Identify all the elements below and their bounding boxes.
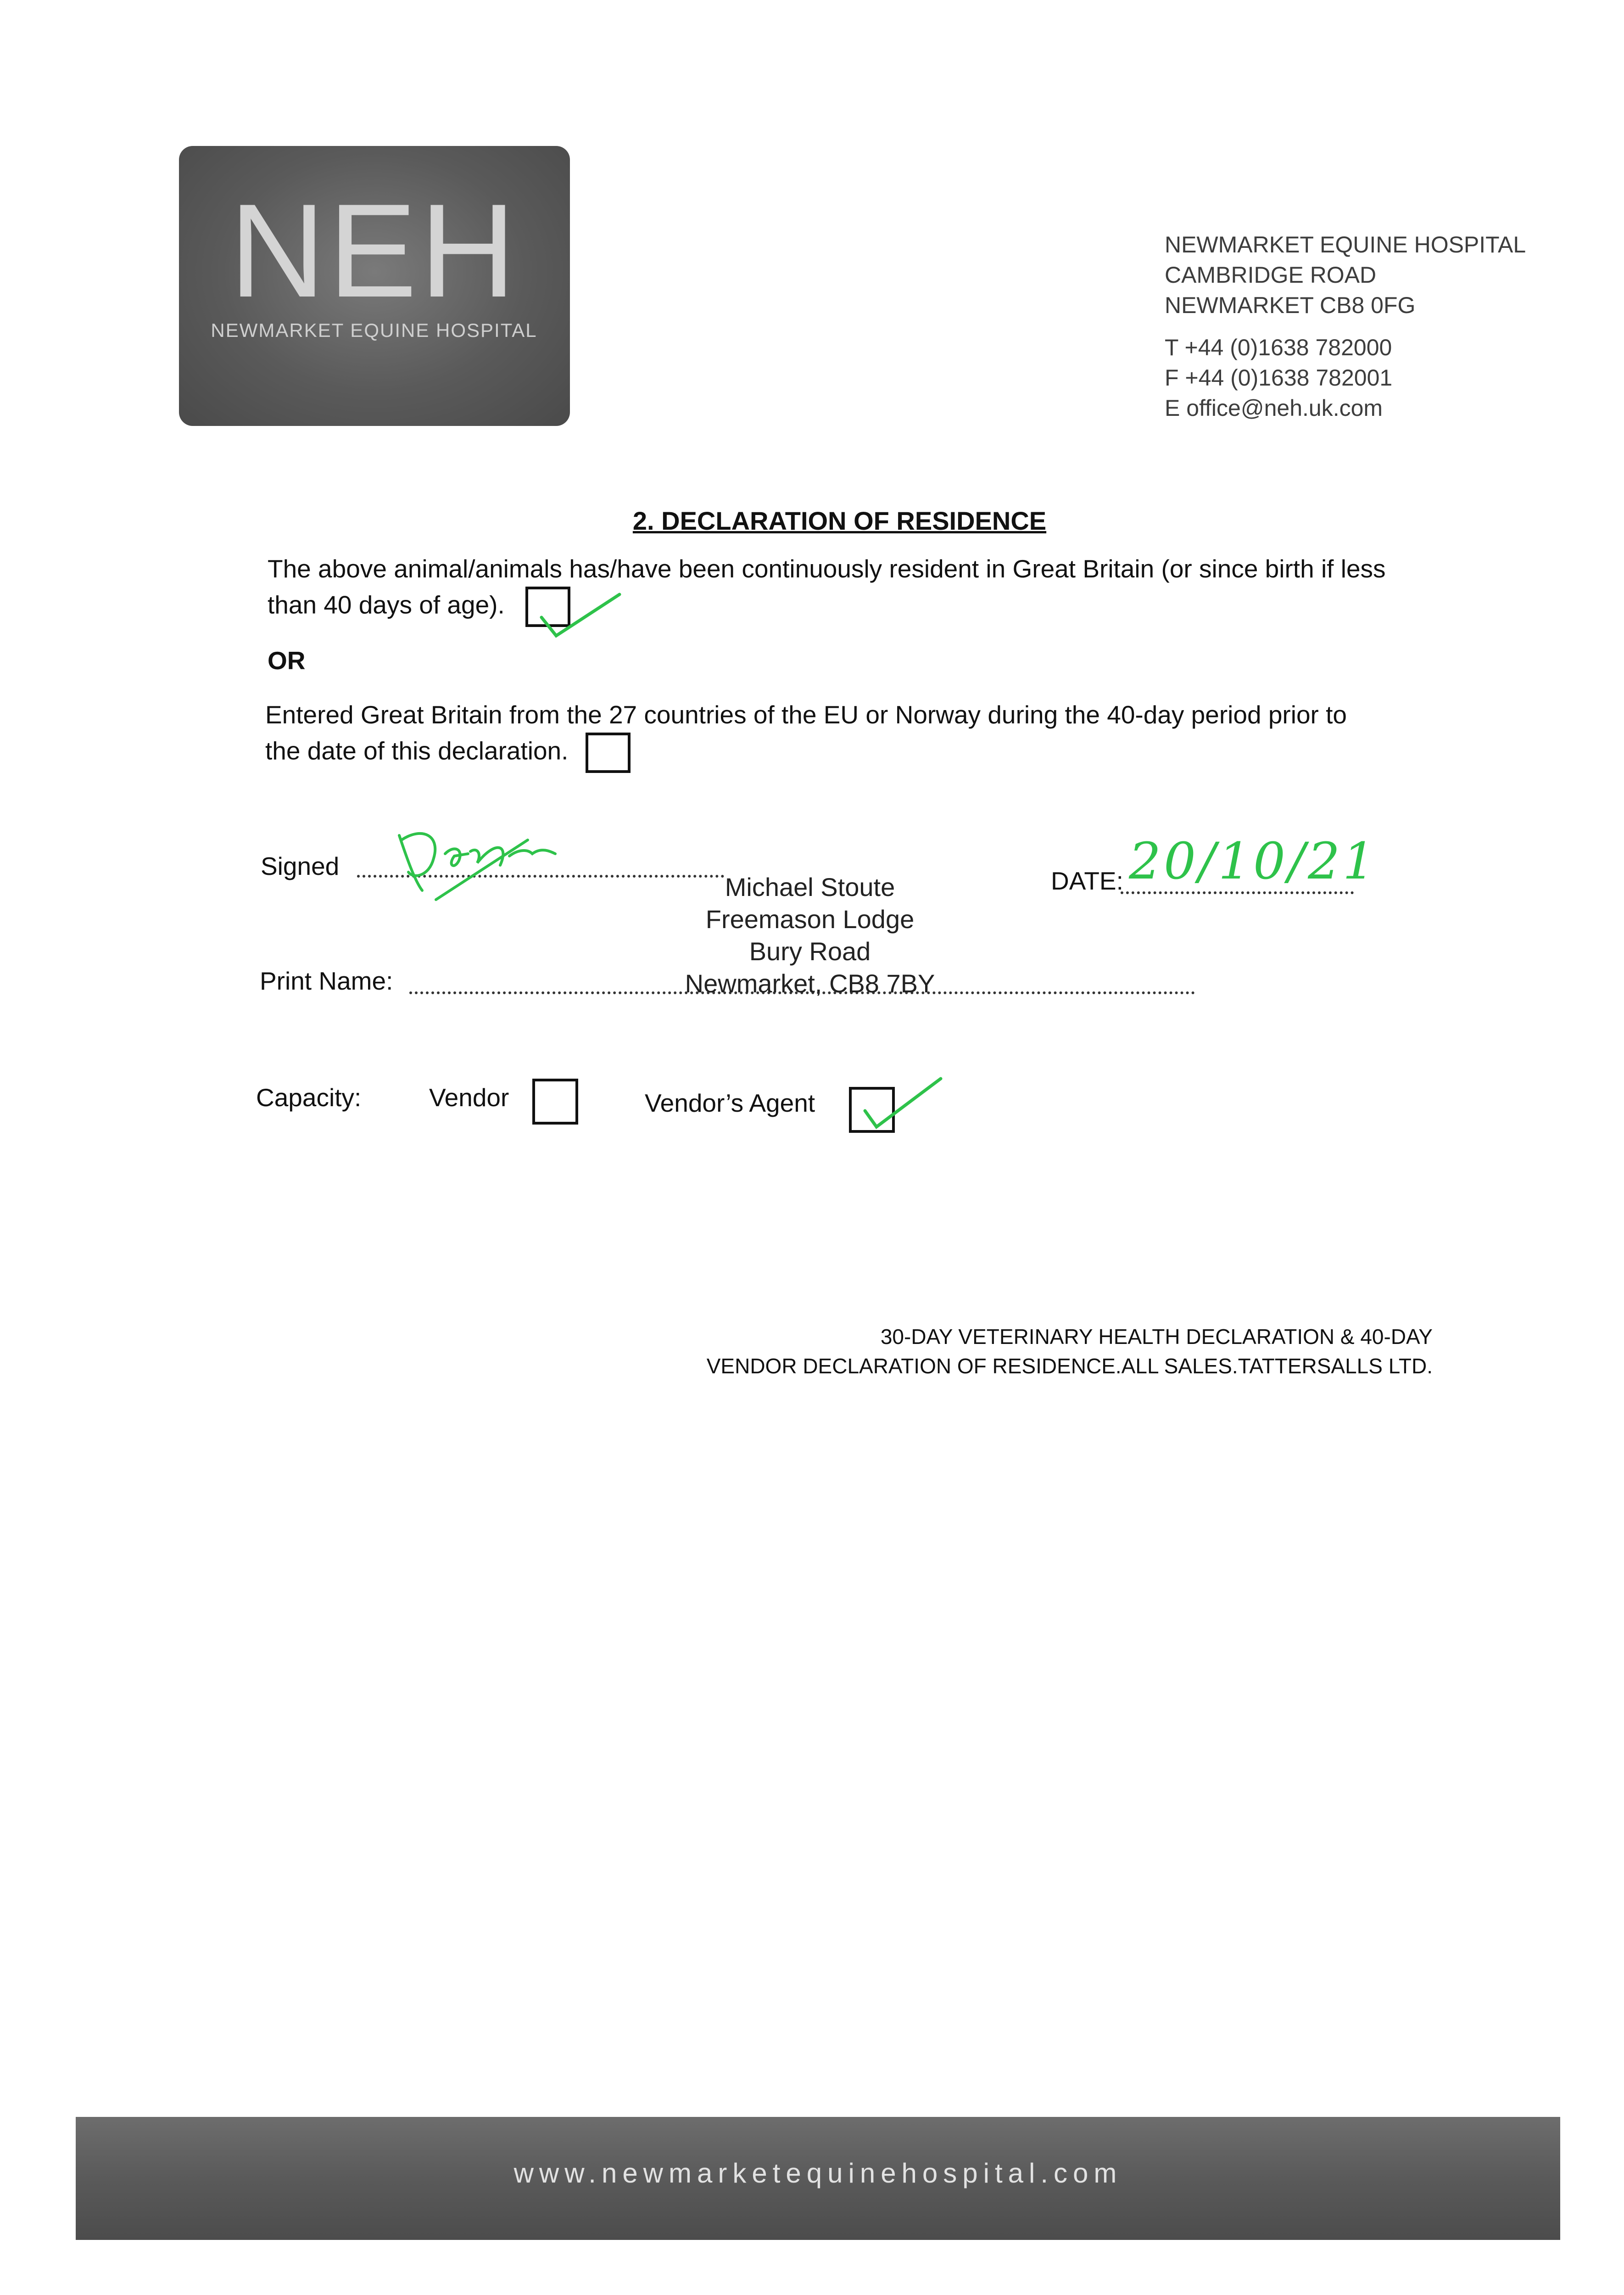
logo-name: NEWMARKET EQUINE HOSPITAL [211,319,537,341]
option-continuous-residence [268,551,1470,627]
address-line: CAMBRIDGE ROAD [1165,262,1377,288]
form-reference-line2: VENDOR DECLARATION OF RESIDENCE.ALL SALES.TATTERSALLS LTD. [706,1354,1433,1378]
footer-bar [76,2117,1560,2240]
print-name-stamp [670,871,950,1000]
date-line[interactable] [1121,891,1354,894]
signature [390,822,583,904]
date-value: 20/10/21 [1129,832,1378,890]
stamp-town: Newmarket, CB8 7BY [685,969,935,998]
section-title: 2. DECLARATION OF RESIDENCE [632,506,1047,535]
stamp-house: Freemason Lodge [705,905,915,934]
capacity-label: Capacity: [256,1083,362,1112]
email: E office@neh.uk.com [1165,395,1383,421]
address-line: NEWMARKET CB8 0FG [1165,292,1416,318]
option1-text-line1: The above animal/animals has/have been continuously resident in Great Britain (or since birth if less [268,554,1386,583]
hospital-address [1165,230,1526,423]
option2-text-line2: the date of this declaration. [265,736,569,765]
option2-text-line1: Entered Great Britain from the 27 countries of the EU or Norway during the 40-day period prior to [265,700,1347,729]
form-reference [597,1322,1433,1381]
or-label: OR [268,646,306,675]
option-entered-from-eu [265,697,1468,773]
neh-logo [179,146,570,426]
option1-checkmark-icon [532,585,624,645]
fax: F +44 (0)1638 782001 [1165,365,1393,391]
address-line: NEWMARKET EQUINE HOSPITAL [1165,232,1526,257]
vendors-agent-label: Vendor’s Agent [645,1089,815,1117]
vendor-label: Vendor [429,1083,509,1112]
website-url[interactable]: www.newmarketequinehospital.com [513,2158,1122,2189]
logo-mark: NEH [229,176,519,325]
vendor-checkbox[interactable] [532,1079,578,1125]
signed-label: Signed [261,852,340,880]
option1-text-line2: than 40 days of age). [268,590,505,619]
date-label: DATE: [1051,867,1123,895]
form-reference-line1: 30-DAY VETERINARY HEALTH DECLARATION & 40-DAY [880,1325,1433,1349]
option2-checkbox[interactable] [586,733,631,773]
vendors-agent-checkmark-icon [854,1074,945,1134]
stamp-road: Bury Road [749,937,871,966]
phone: T +44 (0)1638 782000 [1165,335,1392,360]
stamp-name: Michael Stoute [725,873,895,901]
print-name-label: Print Name: [260,967,393,995]
